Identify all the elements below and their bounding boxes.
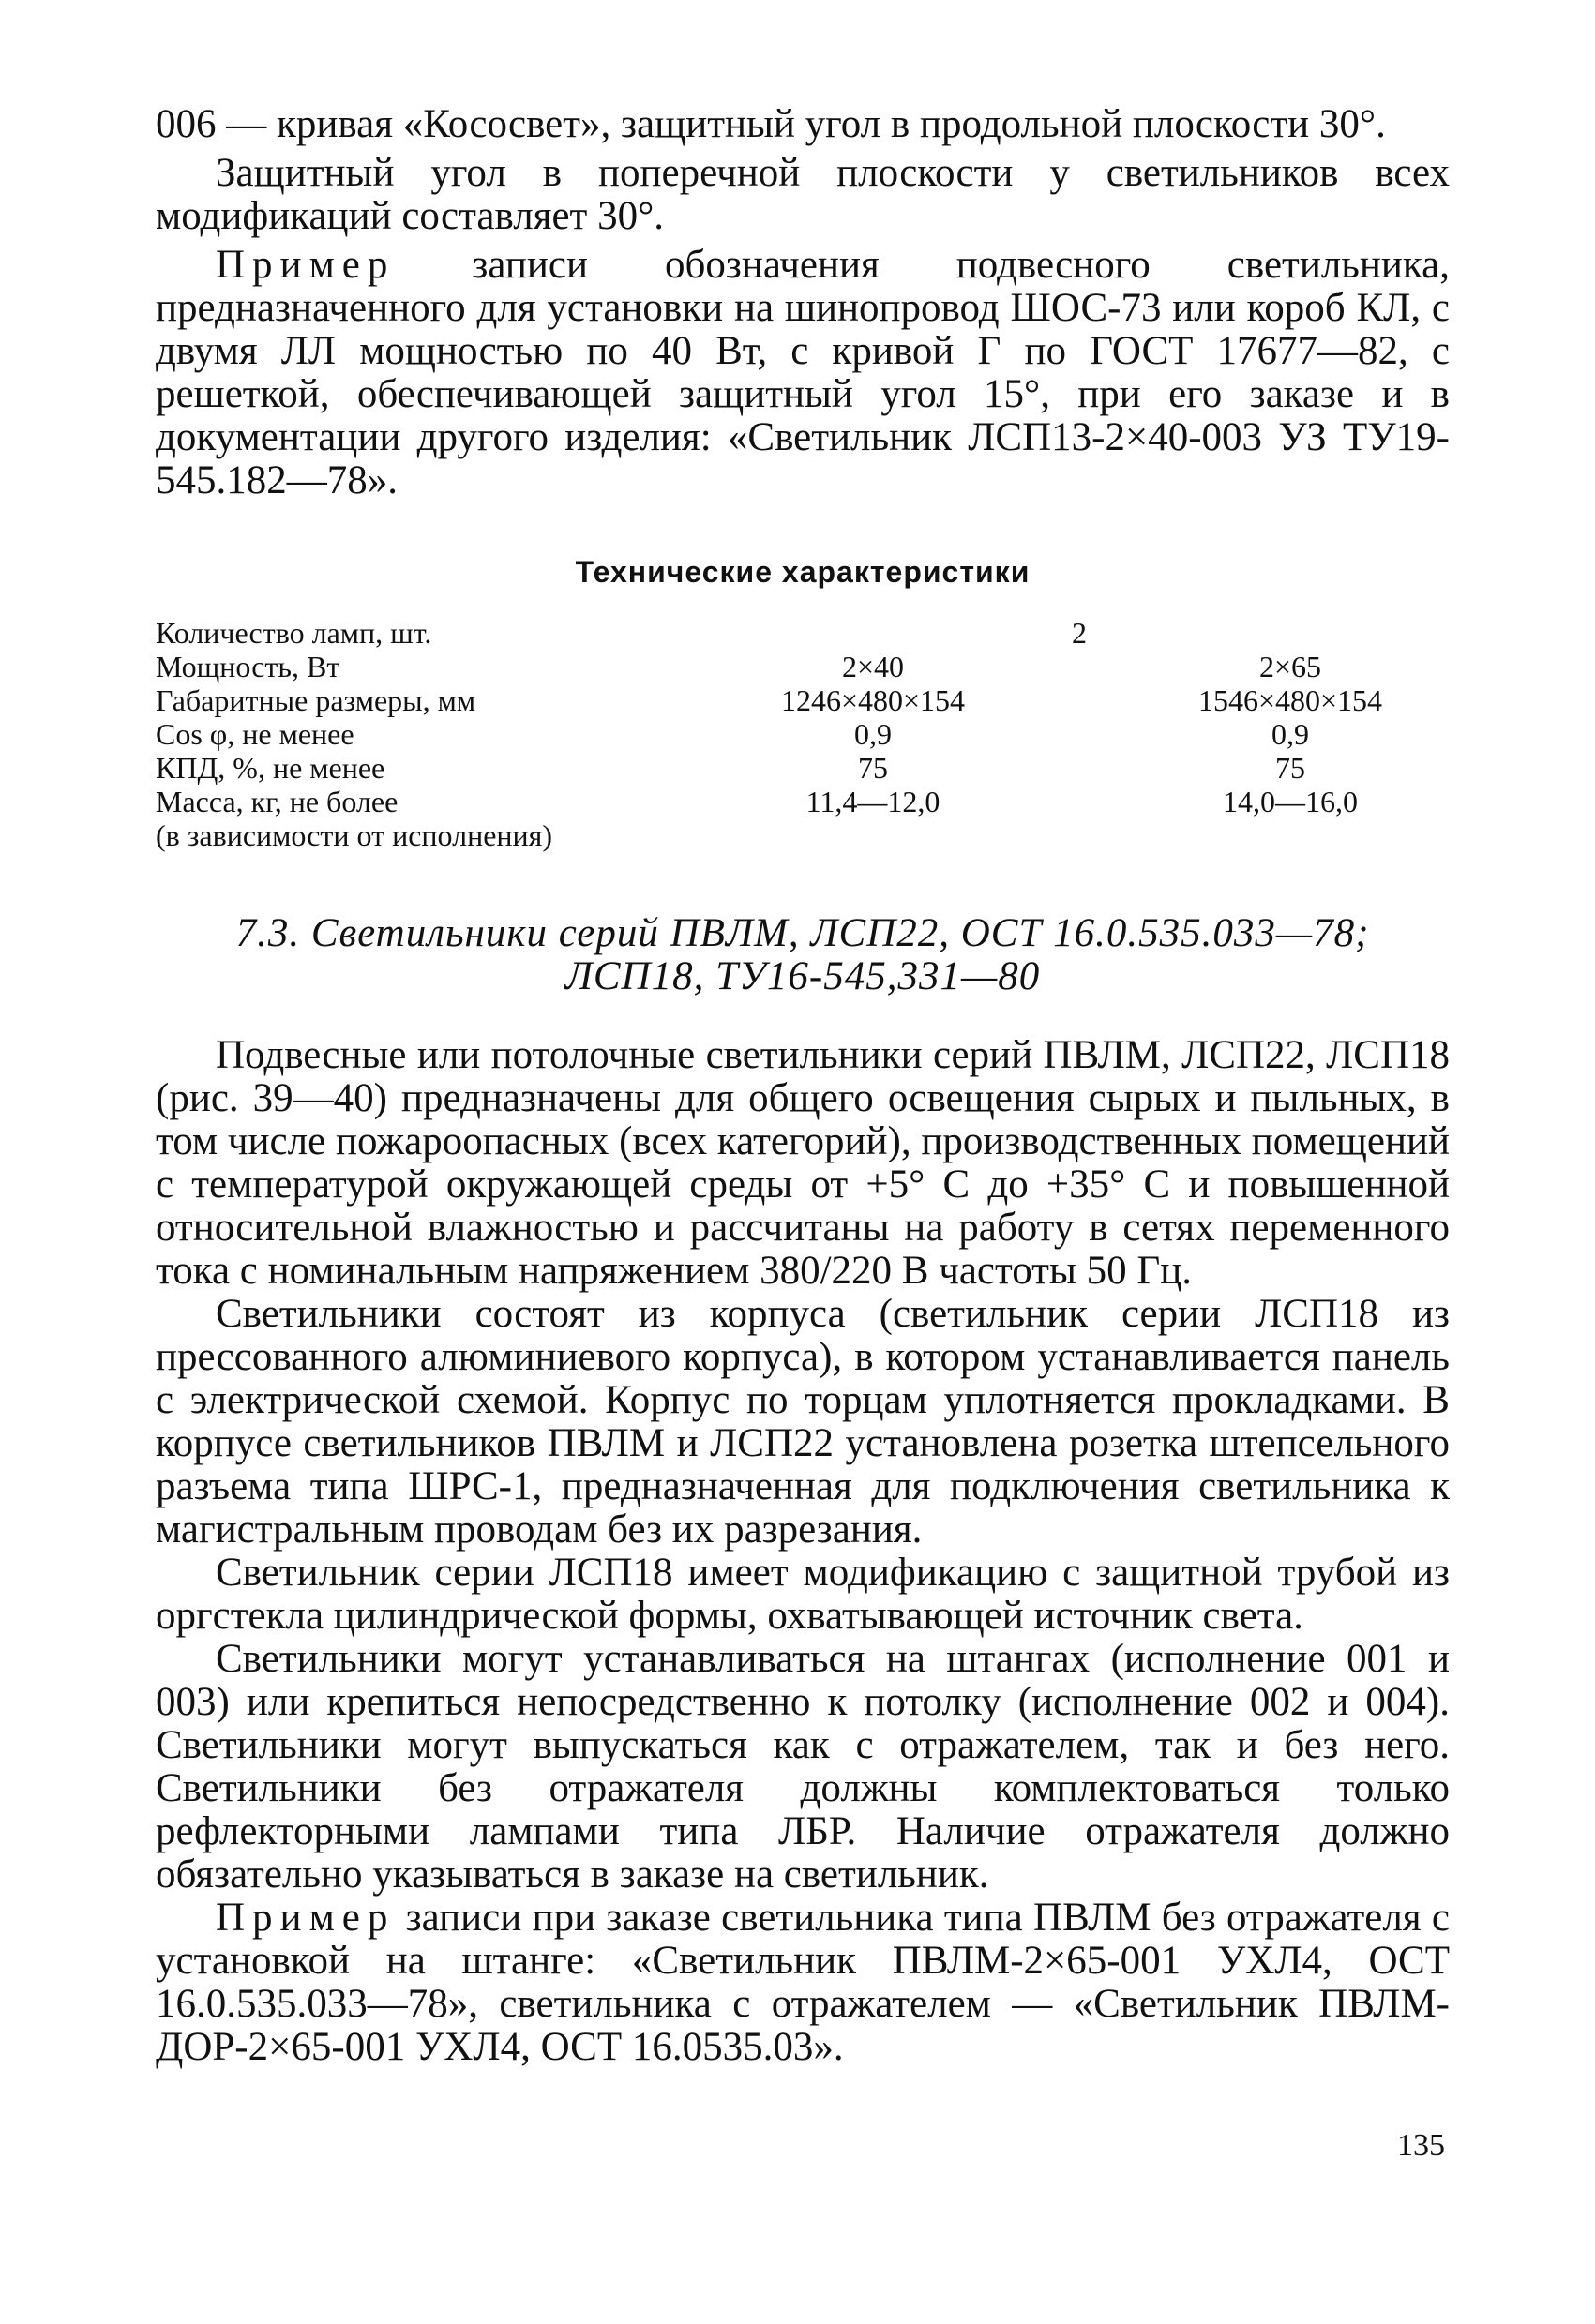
table-row: Количество ламп, шт. 2	[156, 616, 1087, 650]
paragraph-purpose: Подвесные или потолочные светильники серий ПВЛМ, ЛСП22, ЛСП18 (рис. 39—40) предназначены для общего освещения сырых и пыльных, в том числе пожароопасных (всех категорий), производственных помещений с температурой окружающей среды от +5° С до +35° С и повышенной относительной влажностью и рассчитаны на работу в сетях переменного тока с номинальным напряжением 380/220 В частоты 50 Гц.	[156, 1033, 1450, 1293]
example-lead: Пример	[216, 243, 396, 287]
tech-specs-table	[156, 616, 1450, 852]
paragraph-lsp18-modification: Светильник серии ЛСП18 имеет модификацию с защитной трубой из оргстекла цилиндрической формы, охватывающей источник света.	[156, 1551, 1450, 1638]
table-row: Мощность, Вт 2×40 2×65	[156, 650, 1322, 683]
table-row: Cos φ, не менее 0,9 0,9	[156, 717, 1309, 751]
paragraph-curve-006: 006 — кривая «Кососвет», защитный угол в продольной плоскости 30°.	[156, 102, 1386, 146]
section-heading-line-2: ЛСП18, ТУ16-545,331—80	[564, 954, 1041, 998]
paragraph-mounting: Светильники могут устанавливаться на штангах (исполнение 001 и 003) или крепиться непосредственно к потолку (исполнение 002 и 004). Светильники могут выпускаться как с отражателем, так и без него. Светильники без отражателя должны комплектоваться только рефлекторными лампами типа ЛБР. Наличие отражателя должно обязательно указываться в заказе на светильник.	[156, 1637, 1450, 1897]
table-row: Масса, кг, не более 11,4—12,0 14,0—16,0	[156, 785, 1358, 818]
paragraph-construction: Светильники состоят из корпуса (светильник серии ЛСП18 из прессованного алюминиевого корпуса), в котором устанавливается панель с электрической схемой. Корпус по торцам уплотняется прокладками. В корпусе светильников ПВЛМ и ЛСП22 установлена розетка штепсельного разъема типа ШРС-1, предназначенная для подключения светильника к магистральным проводам без их разрезания.	[156, 1292, 1450, 1552]
paragraph-protective-angle: Защитный угол в поперечной плоскости у светильников всех модификаций составляет 30°.	[156, 151, 1450, 238]
table-row: Габаритные размеры, мм 1246×480×154 1546×480×154	[156, 683, 1383, 717]
tech-specs-title: Технические характеристики	[575, 555, 1031, 589]
section-heading-line-1: 7.3. Светильники серий ПВЛМ, ЛСП22, ОСТ 16.0.535.033—78;	[235, 911, 1370, 955]
example-lead: Пример	[216, 1896, 396, 1940]
paragraph-order-example: Пример записи при заказе светильника типа ПВЛМ без отражателя с установкой на штанге: «Светильник ПВЛМ-2×65-001 УХЛ4, ОСТ 16.0.535.033—78», светильника с отражателем — «Светильник ПВЛМ-ДОР-2×65-001 УХЛ4, ОСТ 16.0535.03».	[156, 1896, 1450, 2069]
table-row: (в зависимости от исполнения)	[156, 818, 553, 852]
section-heading	[156, 912, 1450, 998]
page-number: 135	[1397, 2128, 1445, 2163]
paragraph-example-designation: Пример записи обозначения подвесного светильника, предназначенного для установки на шинопровод ШОС-73 или короб КЛ, с двумя ЛЛ мощностью по 40 Вт, с кривой Г по ГОСТ 17677—82, с решеткой, обеспечивающей защитный угол 15°, при его заказе и в документации другого изделия: «Светильник ЛСП13-2×40-003 УЗ ТУ19-545.182—78».	[156, 243, 1450, 502]
page-content	[156, 94, 1450, 2069]
table-row: КПД, %, не менее 75 75	[156, 751, 1305, 785]
